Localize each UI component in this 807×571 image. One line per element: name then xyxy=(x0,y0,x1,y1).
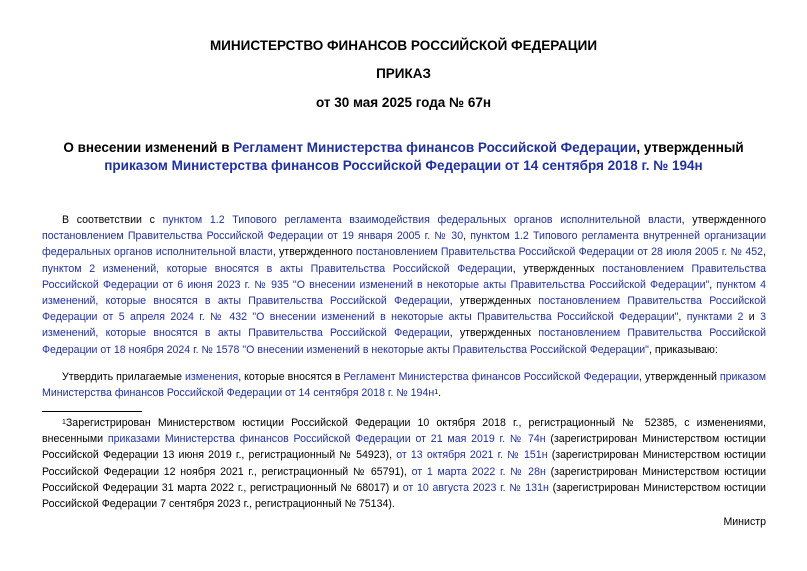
footnote-ref[interactable]: 1 xyxy=(434,389,439,397)
document-date-number: от 30 мая 2025 года № 67н xyxy=(315,95,492,110)
title-text: О внесении изменений в xyxy=(63,140,234,155)
link-regulation[interactable]: Регламент Министерства финансов Российской Федерации xyxy=(343,371,640,383)
link[interactable]: пунктами 2 xyxy=(686,311,744,324)
text: (зарегистрирован Министерством юстиции Российской Федерации 13 июня 2019 г., регистрационный № 54923), xyxy=(42,433,766,462)
title-link-regulation[interactable]: Регламент Министерства финансов Российской Федерации xyxy=(233,140,637,155)
link[interactable]: от 1 марта 2022 г. № 28н xyxy=(411,465,546,478)
ministry-heading: МИНИСТЕРСТВО ФИНАНСОВ РОССИЙСКОЙ ФЕДЕРАЦИИ xyxy=(209,38,598,53)
footnote-divider xyxy=(42,411,142,412)
link[interactable]: постановлением Правительства Российской Федерации от 5 апреля 2024 г. № 432 "О внесении изменений в некоторые акты Правительства Российской Федерации" xyxy=(42,295,766,324)
link[interactable]: постановлением Правительства Российской Федерации от 6 июня 2023 г. № 935 "О внесении изменений в некоторые акты Правительства Российской Федерации" xyxy=(42,262,767,291)
link[interactable]: приказами Министерства финансов Российской Федерации от 21 мая 2019 г. № 74н xyxy=(107,433,546,446)
text: В соответствии с xyxy=(62,214,163,226)
text: , xyxy=(463,230,471,243)
footnote xyxy=(42,415,766,512)
text: и xyxy=(743,311,761,324)
paragraph-approve xyxy=(42,369,766,401)
link[interactable]: постановлением Правительства Российской Федерации от 18 ноября 2024 г. № 1578 "О внесении изменений в некоторые акты Правительства Российской Федерации" xyxy=(42,327,766,356)
paragraph-basis xyxy=(42,212,766,358)
signature-start: Министр xyxy=(723,516,766,528)
text: Зарегистрирован Министерством юстиции Российской Федерации 10 октября 2018 г., регистрационный № 52385, с изменениями, внесенными xyxy=(42,417,766,446)
text: , утвержденного xyxy=(681,214,767,226)
link[interactable]: постановлением Правительства Российской Федерации от 28 июля 2005 г. № 452 xyxy=(355,246,764,259)
link[interactable]: пунктом 1.2 Типового регламента взаимодействия федеральных органов исполнительной власти xyxy=(162,214,682,226)
footnote-marker: 1 xyxy=(62,419,66,426)
text: , утвержденный xyxy=(639,371,720,383)
text: , утвержденных xyxy=(512,262,603,275)
text: (зарегистрирован Министерством юстиции Российской Федерации 31 марта 2022 г., регистрационный № 68017) и xyxy=(42,465,766,494)
text: . xyxy=(438,387,442,400)
text: (зарегистрирован Министерством юстиции Российской Федерации 7 сентября 2023 г., регистрационный № 75134). xyxy=(42,481,766,511)
link[interactable]: от 10 августа 2023 г. № 131н xyxy=(402,481,549,494)
text: , утвержденного xyxy=(272,246,356,259)
title-link-order[interactable]: приказом Министерства финансов Российской Федерации от 14 сентября 2018 г. № 194н xyxy=(104,158,703,173)
document-type: ПРИКАЗ xyxy=(376,66,431,81)
document-title xyxy=(40,139,767,175)
text: , утвержденных xyxy=(449,327,539,340)
text: (зарегистрирован Министерством юстиции Российской Федерации 12 ноября 2021 г., регистрационный № 65791), xyxy=(42,449,766,478)
link[interactable]: постановлением Правительства Российской Федерации от 19 января 2005 г. № 30 xyxy=(42,230,464,243)
link[interactable]: от 13 октября 2021 г. № 151н xyxy=(396,449,548,462)
text: , утвержденных xyxy=(449,295,539,308)
text: Утвердить прилагаемые xyxy=(62,371,185,383)
link-changes[interactable]: изменения xyxy=(185,371,239,383)
text: , xyxy=(678,311,687,324)
link[interactable]: пунктом 1.2 Типового регламента внутренней организации федеральных органов исполнительной власти xyxy=(42,230,766,259)
link[interactable]: пунктом 4 изменений, которые вносятся в акты Правительства Российской Федерации xyxy=(42,278,766,308)
title-text: , утвержденный xyxy=(636,140,744,155)
link-order[interactable]: приказом Министерства финансов Российской Федерации от 14 сентября 2018 г. № 194н xyxy=(42,371,767,400)
text: , приказываю: xyxy=(648,343,718,356)
text: , которые вносятся в xyxy=(238,371,344,383)
link[interactable]: пунктом 2 изменений, которые вносятся в акты Правительства Российской Федерации xyxy=(42,262,513,275)
text: , xyxy=(763,246,767,259)
link[interactable]: 3 изменений, которые вносятся в акты Правительства Российской Федерации xyxy=(42,311,766,340)
text: , xyxy=(709,278,717,291)
